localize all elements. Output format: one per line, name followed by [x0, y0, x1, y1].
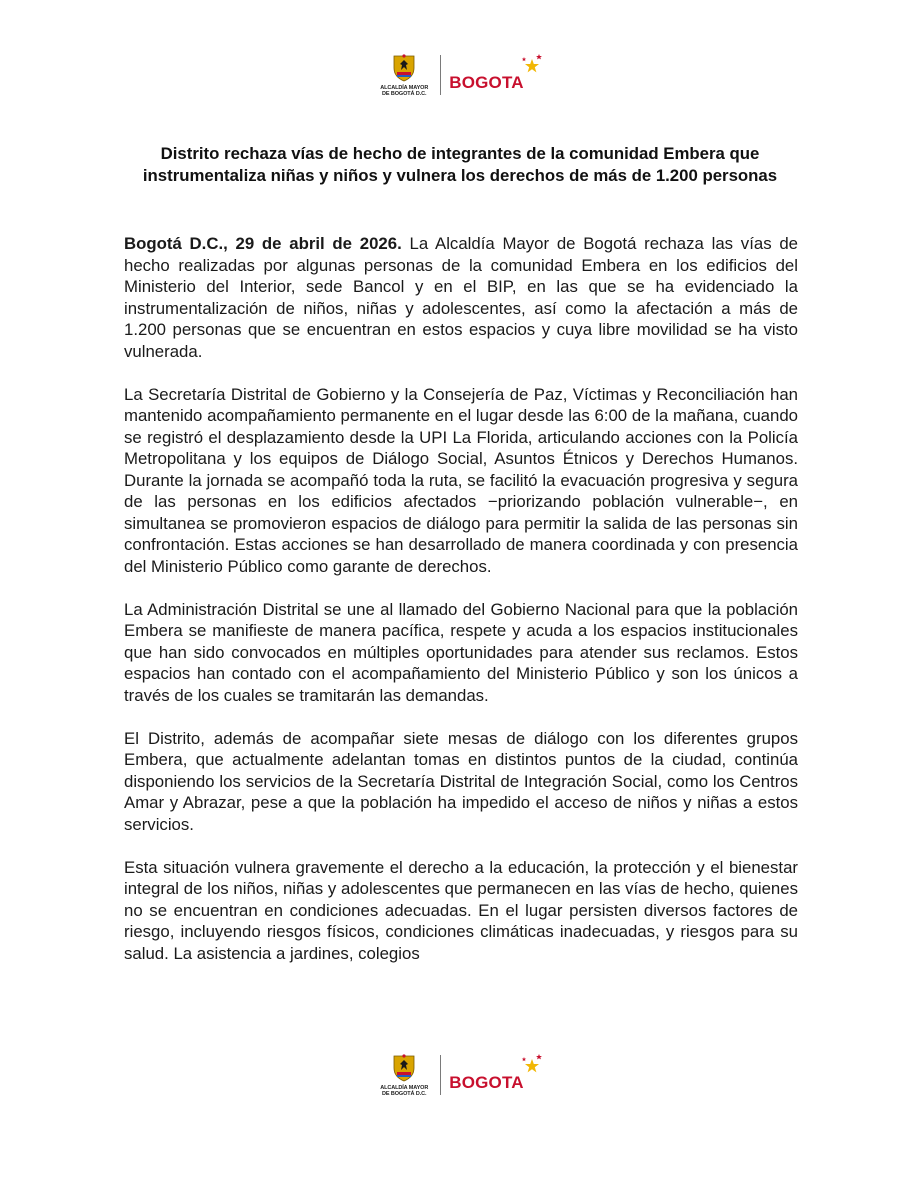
logo-divider [440, 1055, 441, 1095]
footer-logo [0, 1040, 920, 1110]
bogota-brand-logo [449, 1053, 544, 1097]
coat-of-arms-icon [391, 1053, 417, 1083]
press-release-title: Distrito rechaza vías de hecho de integrantes de la comunidad Embera que instrumentaliza niñas y niños y vulnera los derechos de más de 1.200 personas [142, 144, 778, 185]
brand-wordmark: BOGOTA [449, 1073, 524, 1092]
star-icon [520, 53, 544, 97]
press-release-body [124, 233, 798, 986]
dateline: Bogotá D.C., 29 de abril de 2026. [124, 234, 402, 253]
paragraph-1 [124, 233, 798, 362]
paragraph-5: Esta situación vulnera gravemente el derecho a la educación, la protección y el bienestar integral de los niños, niñas y adolescentes que permanecen en las vías de hecho, quienes no se encuentran en condiciones adecuadas. En el lugar persisten diversos factores de riesgo, incluyendo riesgos físicos, condiciones climáticas inadecuadas, y riesgos para su salud. La asistencia a jardines, colegios [124, 857, 798, 963]
paragraph-3: La Administración Distrital se une al llamado del Gobierno Nacional para que la población Embera se manifieste de manera pacífica, respete y acuda a los espacios institucionales que han sido convocados en múltiples oportunidades para atender sus reclamos. Estos espacios han contado con el acompañamiento del Ministerio Público y son los únicos a través de los cuales se tramitarán las demandas. [124, 599, 798, 705]
coat-of-arms-seal [376, 1053, 432, 1098]
seal-caption: ALCALDÍA MAYOR DE BOGOTÁ D.C. [380, 1084, 429, 1097]
paragraph-2: La Secretaría Distrital de Gobierno y la Consejería de Paz, Víctimas y Reconciliación han mantenido acompañamiento permanente en el lugar desde las 6:00 de la mañana, cuando se registró el desplazamiento desde la UPI La Florida, articulando acciones con la Policía Metropolitana y los equipos de Diálogo Social, Asuntos Étnicos y Derechos Humanos. Durante la jornada se acompañó toda la ruta, se facilitó la evacuación progresiva y segura de las personas en los edificios afectados −priorizando población vulnerable−, en simultanea se promovieron espacios de diálogo para permitir la salida de las personas sin confrontación. Estas acciones se han desarrollado de manera coordinada y con presencia del Ministerio Público como garante de derechos. [124, 384, 798, 576]
star-icon [520, 1053, 544, 1097]
coat-of-arms-seal [376, 53, 432, 98]
header-logo [0, 40, 920, 110]
logo-divider [440, 55, 441, 95]
coat-of-arms-icon [391, 53, 417, 83]
paragraph-1-text: La Alcaldía Mayor de Bogotá rechaza las vías de hecho realizadas por algunas personas de la comunidad Embera en los edificios del Ministerio del Interior, sede Bancol y en el BIP, en las que se ha evidenciado la instrumentalización de niños, niñas y adolescentes, así como la afectación a más de 1.200 personas que se encuentran en estos espacios y cuya libre movilidad se ha visto vulnerada. [124, 234, 798, 361]
brand-wordmark: BOGOTA [449, 73, 524, 92]
bogota-brand-logo [449, 53, 544, 97]
seal-caption: ALCALDÍA MAYOR DE BOGOTÁ D.C. [380, 84, 429, 97]
paragraph-4: El Distrito, además de acompañar siete mesas de diálogo con los diferentes grupos Embera, que actualmente adelantan tomas en distintos puntos de la ciudad, continúa disponiendo los servicios de la Secretaría Distrital de Integración Social, como los Centros Amar y Abrazar, pese a que la población ha impedido el acceso de niños y niñas a estos servicios. [124, 728, 798, 834]
